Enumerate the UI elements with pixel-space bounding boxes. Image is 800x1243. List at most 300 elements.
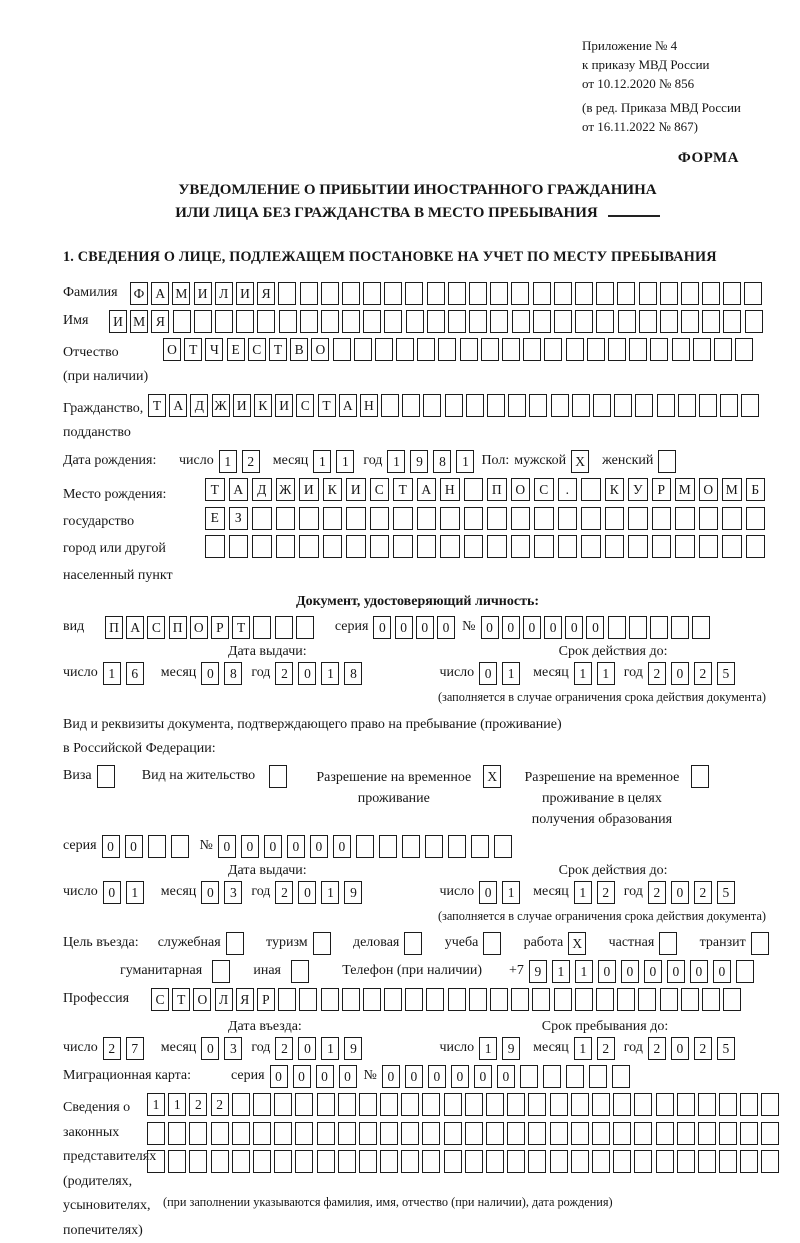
form-cell: Ч — [205, 338, 223, 361]
form-cell — [487, 507, 507, 530]
form-title-line2 — [63, 202, 772, 225]
residence-series-row — [63, 835, 772, 858]
form-cell — [356, 835, 374, 858]
form-cell — [173, 310, 191, 333]
birth-day-cells — [219, 450, 265, 473]
form-cell — [168, 1150, 186, 1173]
form-title — [63, 179, 772, 225]
form-cell: М — [675, 478, 695, 501]
form-cell — [638, 988, 656, 1011]
form-cell: 1 — [147, 1093, 165, 1116]
form-cell: А — [126, 616, 144, 639]
form-cell — [253, 616, 271, 639]
issue-month-cells — [201, 662, 247, 685]
series-label: серия — [231, 1065, 265, 1084]
form-cell: 2 — [275, 881, 293, 904]
form-cell: И — [109, 310, 127, 333]
form-cell: Н — [440, 478, 460, 501]
form-cell — [639, 310, 657, 333]
form-cell — [321, 988, 339, 1011]
temp-residence-edu-label-line1: Разрешение на временное — [524, 767, 679, 788]
form-cell — [147, 1122, 165, 1145]
residence-number-cells — [218, 835, 517, 858]
form-cell — [550, 1150, 568, 1173]
phone-cells — [529, 960, 759, 983]
legal-reps-caption: (при заполнении указываются фамилия, имя, отчество (при наличии), дата рождения) — [163, 1195, 783, 1210]
citizenship-row — [63, 394, 772, 445]
form-cell — [628, 535, 648, 558]
form-cell: 9 — [502, 1037, 520, 1060]
purpose-option-label: туризм — [266, 932, 308, 951]
form-cell — [613, 1150, 631, 1173]
form-cell: 0 — [523, 616, 541, 639]
form-cell — [393, 507, 413, 530]
form-cell: 0 — [598, 960, 616, 983]
legal-reps-label-line: попечителях) — [63, 1219, 147, 1243]
form-cell — [512, 310, 530, 333]
form-cell: О — [190, 616, 208, 639]
form-cell — [677, 1150, 695, 1173]
purpose-option-study — [445, 932, 505, 955]
form-cell: О — [511, 478, 531, 501]
form-cell: Я — [257, 282, 275, 305]
form-cell: Т — [148, 394, 166, 417]
form-cell: 0 — [565, 616, 583, 639]
form-cell — [189, 1122, 207, 1145]
form-cell — [761, 1122, 779, 1145]
form-cell — [171, 835, 189, 858]
form-cell — [405, 282, 423, 305]
form-cell — [613, 1122, 631, 1145]
year-label: год — [624, 881, 643, 900]
identity-doc-date-headers — [63, 644, 772, 660]
form-cell: 0 — [298, 1037, 316, 1060]
residence-series-cells — [102, 835, 194, 858]
sex-female-checkbox — [658, 450, 681, 473]
form-cell: С — [151, 988, 169, 1011]
form-cell — [660, 310, 678, 333]
form-cell — [300, 310, 318, 333]
form-cell — [634, 1150, 652, 1173]
form-cell — [761, 1150, 779, 1173]
form-cell — [698, 1093, 716, 1116]
birth-place-row2-cells — [205, 507, 769, 530]
purpose-option-label: частная — [609, 932, 655, 951]
purpose-option-checkbox — [404, 932, 425, 955]
form-cell — [681, 988, 699, 1011]
temp-residence-checkbox — [483, 765, 504, 788]
form-cell — [523, 338, 541, 361]
form-cell — [660, 988, 678, 1011]
form-cell — [693, 338, 711, 361]
form-cell — [550, 1122, 568, 1145]
legal-reps-label — [63, 1093, 147, 1243]
form-cell — [401, 1093, 419, 1116]
form-cell — [699, 507, 719, 530]
legal-reps-label-line: усыновителях, — [63, 1194, 147, 1219]
form-cell — [723, 988, 741, 1011]
day-label: число — [439, 1037, 474, 1056]
residence-valid-day-cells — [479, 881, 525, 904]
form-cell — [486, 1093, 504, 1116]
form-cell: 2 — [189, 1093, 207, 1116]
sex-male-checkbox — [571, 450, 594, 473]
form-cell — [205, 535, 225, 558]
form-cell — [572, 394, 590, 417]
residence-permit-label: Вид на жительство — [142, 765, 255, 784]
form-cell — [566, 338, 584, 361]
form-cell: 1 — [126, 881, 144, 904]
form-cell — [529, 394, 547, 417]
issue-date-header: Дата выдачи: — [228, 863, 307, 879]
form-cell — [269, 765, 287, 788]
form-cell: 0 — [451, 1065, 469, 1088]
form-cell — [618, 310, 636, 333]
form-cell: 1 — [479, 1037, 497, 1060]
migration-number-cells — [382, 1065, 635, 1088]
given-name-label: Имя — [63, 310, 109, 329]
form-cell: С — [296, 394, 314, 417]
residence-permit-checkbox — [269, 765, 290, 788]
form-cell — [396, 338, 414, 361]
residence-permit-option — [142, 765, 291, 788]
temp-residence-label — [316, 765, 471, 809]
month-label: месяц — [273, 450, 309, 469]
form-cell — [698, 1122, 716, 1145]
purpose-option-label: иная — [253, 960, 281, 979]
form-cell: Л — [215, 988, 233, 1011]
form-cell: 0 — [316, 1065, 334, 1088]
form-cell — [448, 835, 466, 858]
form-cell — [571, 1093, 589, 1116]
temp-residence-edu-option — [524, 765, 712, 830]
form-cell — [422, 1122, 440, 1145]
form-title-line1: УВЕДОМЛЕНИЕ О ПРИБЫТИИ ИНОСТРАННОГО ГРАЖДАНИНА — [63, 179, 772, 202]
form-cell: Т — [393, 478, 413, 501]
form-cell — [423, 394, 441, 417]
form-cell: 0 — [586, 616, 604, 639]
form-cell: 0 — [690, 960, 708, 983]
form-cell: К — [254, 394, 272, 417]
form-cell: 3 — [224, 881, 242, 904]
form-cell: 0 — [103, 881, 121, 904]
form-cell — [511, 507, 531, 530]
sex-male-label: мужской — [514, 450, 566, 469]
form-cell — [635, 394, 653, 417]
stay-month-cells — [574, 1037, 620, 1060]
birth-place-row3-cells — [205, 535, 769, 558]
form-cell — [575, 988, 593, 1011]
form-cell — [608, 338, 626, 361]
year-label: год — [251, 1037, 270, 1056]
form-cell: Р — [257, 988, 275, 1011]
form-cell: М — [130, 310, 148, 333]
form-cell — [363, 282, 381, 305]
form-cell — [464, 507, 484, 530]
form-cell: Л — [215, 282, 233, 305]
form-cell: У — [628, 478, 648, 501]
form-cell: И — [233, 394, 251, 417]
form-cell — [393, 535, 413, 558]
residence-issue-day-cells — [103, 881, 149, 904]
form-cell — [581, 507, 601, 530]
form-cell — [380, 1150, 398, 1173]
form-cell: 0 — [428, 1065, 446, 1088]
entry-date-headers — [63, 1019, 772, 1035]
form-cell — [612, 1065, 630, 1088]
form-cell — [658, 450, 676, 473]
form-cell — [494, 835, 512, 858]
residence-dates-row — [63, 881, 772, 904]
form-cell — [363, 988, 381, 1011]
form-cell: 2 — [648, 1037, 666, 1060]
form-cell: 0 — [125, 835, 143, 858]
form-cell — [650, 616, 668, 639]
form-cell — [278, 988, 296, 1011]
form-cell — [464, 535, 484, 558]
form-cell — [232, 1093, 250, 1116]
form-cell — [469, 282, 487, 305]
form-cell — [692, 616, 710, 639]
migration-series-cells — [270, 1065, 362, 1088]
form-cell — [719, 1122, 737, 1145]
form-cell — [722, 535, 742, 558]
doc-number-cells — [481, 616, 714, 639]
given-name-row — [63, 310, 772, 333]
legal-reps-row2-cells — [147, 1122, 783, 1145]
residence-date-headers — [63, 863, 772, 879]
form-cell — [508, 394, 526, 417]
form-cell — [533, 310, 551, 333]
form-cell — [699, 535, 719, 558]
form-cell: 0 — [479, 881, 497, 904]
residence-valid-month-cells — [574, 881, 620, 904]
form-cell: 8 — [224, 662, 242, 685]
birth-place-label-line: населенный пункт — [63, 562, 205, 589]
form-cell: 0 — [671, 662, 689, 685]
form-cell — [613, 1093, 631, 1116]
form-cell: Б — [746, 478, 766, 501]
form-cell — [147, 1150, 165, 1173]
form-cell — [592, 1150, 610, 1173]
form-cell — [422, 1093, 440, 1116]
identity-doc-row — [63, 616, 772, 639]
form-cell — [466, 394, 484, 417]
year-label: год — [363, 450, 382, 469]
birth-place-label-line: город или другой — [63, 535, 205, 562]
form-cell — [375, 338, 393, 361]
form-cell: 0 — [333, 835, 351, 858]
year-label: год — [251, 881, 270, 900]
form-cell: 0 — [544, 616, 562, 639]
form-cell: 2 — [648, 662, 666, 685]
form-cell — [528, 1122, 546, 1145]
form-cell: 1 — [552, 960, 570, 983]
form-cell — [321, 310, 339, 333]
purpose-option-private — [609, 932, 681, 955]
form-cell — [554, 282, 572, 305]
form-cell — [469, 988, 487, 1011]
form-cell: Т — [184, 338, 202, 361]
birth-place-label-line: Место рождения: — [63, 481, 205, 508]
form-cell — [558, 507, 578, 530]
form-cell — [359, 1093, 377, 1116]
form-cell: 0 — [502, 616, 520, 639]
birth-place-label-line: государство — [63, 508, 205, 535]
stay-year-cells — [648, 1037, 740, 1060]
profession-cells — [151, 988, 744, 1011]
form-cell — [148, 835, 166, 858]
residence-type-row — [63, 765, 772, 830]
form-cell — [380, 1093, 398, 1116]
profession-row — [63, 988, 772, 1011]
form-cell: 1 — [502, 881, 520, 904]
form-cell — [702, 282, 720, 305]
form-cell: 0 — [298, 881, 316, 904]
purpose-option-checkbox — [483, 932, 504, 955]
month-label: месяц — [161, 662, 197, 681]
form-cell: 2 — [275, 1037, 293, 1060]
month-label: месяц — [161, 1037, 197, 1056]
form-cell — [587, 338, 605, 361]
purpose-option-label: гуманитарная — [120, 960, 202, 979]
form-cell: 1 — [321, 1037, 339, 1060]
form-cell — [291, 960, 309, 983]
form-cell — [253, 1093, 271, 1116]
form-cell: 0 — [621, 960, 639, 983]
form-cell — [440, 507, 460, 530]
form-cell: С — [248, 338, 266, 361]
header-line: к приказу МВД России — [582, 55, 762, 74]
form-cell: 1 — [336, 450, 354, 473]
form-cell — [406, 310, 424, 333]
form-cell: 0 — [667, 960, 685, 983]
form-cell — [363, 310, 381, 333]
form-cell: А — [339, 394, 357, 417]
surname-cells — [130, 282, 766, 305]
form-cell: 0 — [310, 835, 328, 858]
form-cell — [380, 1122, 398, 1145]
form-cell — [276, 507, 296, 530]
form-cell — [417, 507, 437, 530]
form-cell: 0 — [201, 1037, 219, 1060]
form-cell — [554, 310, 572, 333]
form-cell — [656, 1093, 674, 1116]
form-cell — [481, 338, 499, 361]
doc-kind-label: вид — [63, 616, 105, 635]
birth-date-label: Дата рождения: — [63, 450, 165, 469]
form-cell — [691, 765, 709, 788]
form-cell: Д — [252, 478, 272, 501]
form-cell — [507, 1093, 525, 1116]
form-cell: И — [275, 394, 293, 417]
form-cell — [252, 535, 272, 558]
form-cell: А — [151, 282, 169, 305]
form-cell — [736, 960, 754, 983]
form-cell: Т — [232, 616, 250, 639]
form-cell — [571, 1150, 589, 1173]
form-cell: 0 — [713, 960, 731, 983]
form-cell: П — [169, 616, 187, 639]
form-cell: И — [299, 478, 319, 501]
form-cell — [677, 1093, 695, 1116]
valid-month-cells — [574, 662, 620, 685]
form-cell: 9 — [410, 450, 428, 473]
form-cell — [581, 478, 601, 501]
form-cell — [346, 535, 366, 558]
form-cell — [299, 507, 319, 530]
form-cell — [681, 282, 699, 305]
form-cell — [714, 338, 732, 361]
form-cell — [659, 932, 677, 955]
purpose-option-checkbox — [291, 960, 312, 983]
form-cell: 1 — [387, 450, 405, 473]
form-cell — [487, 394, 505, 417]
form-cell — [381, 394, 399, 417]
purpose-option-checkbox — [568, 932, 589, 955]
form-cell: М — [722, 478, 742, 501]
form-cell — [634, 1093, 652, 1116]
form-cell: 2 — [648, 881, 666, 904]
form-cell: 6 — [126, 662, 144, 685]
form-cell — [274, 1093, 292, 1116]
form-cell: Н — [360, 394, 378, 417]
patronymic-cells — [163, 338, 756, 361]
phone-prefix: +7 — [509, 960, 524, 979]
form-cell: К — [605, 478, 625, 501]
form-cell — [596, 310, 614, 333]
form-cell: А — [229, 478, 249, 501]
temp-residence-option — [316, 765, 504, 809]
form-cell: Е — [205, 507, 225, 530]
form-cell — [359, 1150, 377, 1173]
purpose-option-checkbox — [751, 932, 772, 955]
form-cell: 8 — [344, 662, 362, 685]
form-cell: Р — [652, 478, 672, 501]
purpose-option-label: транзит — [700, 932, 746, 951]
form-cell — [507, 1122, 525, 1145]
form-cell: 0 — [481, 616, 499, 639]
form-cell: 0 — [474, 1065, 492, 1088]
day-label: число — [63, 662, 98, 681]
form-cell: 0 — [298, 662, 316, 685]
temp-residence-label-line2: проживание — [316, 788, 471, 809]
form-cell — [629, 338, 647, 361]
form-cell — [722, 507, 742, 530]
form-cell: О — [699, 478, 719, 501]
form-cell — [675, 507, 695, 530]
form-cell — [511, 988, 529, 1011]
form-cell — [427, 282, 445, 305]
legal-reps-label-line: законных — [63, 1121, 147, 1146]
form-cell: 1 — [103, 662, 121, 685]
year-label: год — [624, 1037, 643, 1056]
form-cell — [677, 1122, 695, 1145]
form-cell — [359, 1122, 377, 1145]
form-cell — [544, 338, 562, 361]
form-cell — [295, 1122, 313, 1145]
form-cell: Ф — [130, 282, 148, 305]
form-cell: 2 — [694, 881, 712, 904]
form-cell — [212, 960, 230, 983]
entry-year-cells — [275, 1037, 367, 1060]
form-cell: 9 — [529, 960, 547, 983]
header-line: от 16.11.2022 № 867) — [582, 117, 762, 136]
form-cell — [168, 1122, 186, 1145]
form-cell — [575, 282, 593, 305]
form-cell: П — [487, 478, 507, 501]
form-cell — [232, 1122, 250, 1145]
